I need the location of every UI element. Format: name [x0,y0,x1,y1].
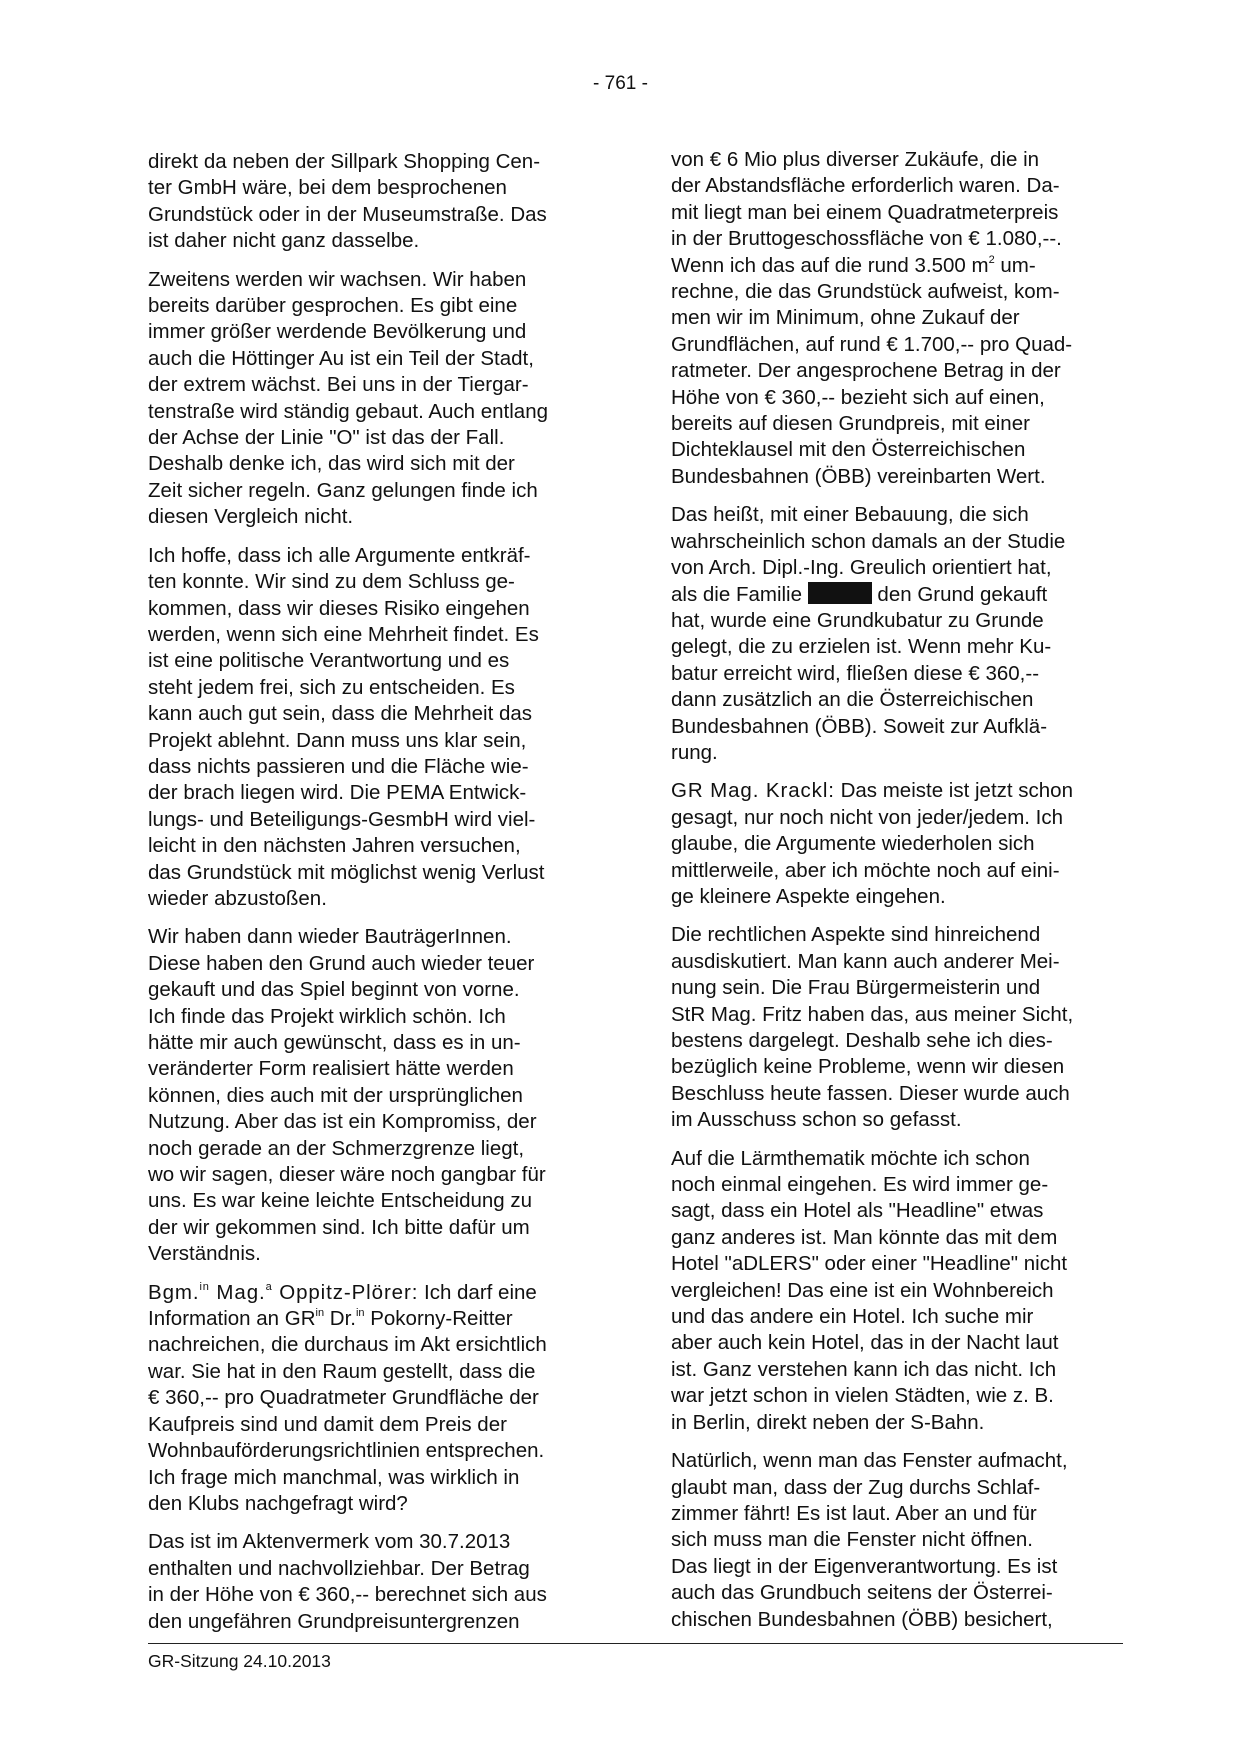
text-line [148,1280,600,1306]
text-line: Projekt ablehnt. Dann muss uns klar sein, [148,728,527,752]
superscript: in [355,1307,365,1320]
text-line: enthalten und nachvollziehbar. Der Betrag [148,1556,530,1580]
paragraph [671,1146,1123,1436]
footer-session-date: GR-Sitzung 24.10.2013 [148,1651,331,1671]
superscript: in [315,1307,325,1320]
text-line: Hotel "aDLERS" oder einer "Headline" nicht [671,1252,1068,1276]
text-line: der wir gekommen sind. Ich bitte dafür um [148,1215,530,1239]
text-line: war jetzt schon in vielen Städten, wie z. B. [671,1384,1054,1408]
text-line: der brach liegen wird. Die PEMA Entwick- [148,781,527,805]
text-line: Das liegt in der Eigenverantwortung. Es ist [671,1554,1058,1578]
text-line: Ich frage mich manchmal, was wirklich in [148,1465,520,1489]
text-line: Das heißt, mit einer Bebauung, die sich [671,503,1029,527]
text-line: Auf die Lärmthematik möchte ich schon [671,1146,1030,1170]
speaker-part: Mag. [209,1280,266,1304]
text-line: von € 6 Mio plus diverser Zukäufe, die in [671,148,1040,171]
text-line: Dichteklausel mit den Österreichischen [671,438,1026,462]
redaction-bar [808,582,872,604]
text-line: diesen Vergleich nicht. [148,505,354,529]
text-line: nung sein. Die Frau Bürgermeisterin und [671,976,1041,1000]
text-line: ter GmbH wäre, bei dem besprochenen [148,176,507,200]
text-line: sagt, dass ein Hotel als "Headline" etwas [671,1199,1044,1223]
text-line: ten konnte. Wir sind zu dem Schluss ge- [148,570,515,594]
text-line: bezüglich keine Probleme, wenn wir diesen [671,1055,1065,1079]
text-line: der Abstandsfläche erforderlich waren. Da- [671,174,1060,198]
text-line: bestens dargelegt. Deshalb sehe ich dies- [671,1029,1053,1052]
text-line: und das andere ein Hotel. Ich suche mir [671,1305,1034,1329]
text-line [671,253,1123,279]
text-line: Wohnbauförderungsrichtlinien entsprechen. [148,1439,545,1463]
text-line: das Grundstück mit möglichst wenig Verlust [148,860,545,884]
speaker-paragraph [148,1280,600,1518]
text-line: auch das Grundbuch seitens der Österrei- [671,1581,1053,1605]
text-fragment: den Grund gekauft [871,582,1048,606]
text-fragment: Das meiste ist jetzt schon [834,779,1073,803]
text-line: rung. [671,740,718,764]
text-line: Ich finde das Projekt wirklich schön. Ich [148,1004,506,1028]
text-line: Zweitens werden wir wachsen. Wir haben [148,267,527,291]
left-column [148,149,600,1647]
superscript: a [265,1280,273,1293]
text-line: Verständnis. [148,1242,261,1266]
paragraph [148,1529,600,1635]
text-line: sich muss man die Fenster nicht öffnen. [671,1528,1033,1552]
text-line: gekauft und das Spiel beginnt von vorne. [148,978,520,1002]
text-line: nachreichen, die durchaus im Akt ersichtlich [148,1333,547,1357]
text-line: Beschluss heute fassen. Dieser wurde auch [671,1081,1070,1105]
text-line: in Berlin, direkt neben der S-Bahn. [671,1410,985,1434]
text-line: ist daher nicht ganz dasselbe. [148,229,420,253]
speaker-name: GR Mag. Krackl: [671,779,835,803]
text-line: uns. Es war keine leichte Entscheidung zu [148,1189,533,1213]
text-line: ratmeter. Der angesprochene Betrag in der [671,359,1061,383]
text-line: der Achse der Linie "O" ist das der Fall. [148,426,505,450]
text-line: Das ist im Aktenvermerk vom 30.7.2013 [148,1530,511,1554]
text-fragment: Wenn ich das auf die rund 3.500 m [671,253,989,277]
text-line: von Arch. Dipl.-Ing. Greulich orientiert hat, [671,556,1052,580]
text-line: ge kleinere Aspekte eingehen. [671,884,946,908]
text-line: vergleichen! Das eine ist ein Wohnbereich [671,1278,1054,1302]
text-line: StR Mag. Fritz haben das, aus meiner Sicht, [671,1002,1074,1026]
text-line: bereits darüber gesprochen. Es gibt eine [148,294,518,318]
paragraph [148,924,600,1267]
text-line: wo wir sagen, dieser wäre noch gangbar für [148,1163,546,1187]
speaker-part: Bgm. [148,1280,200,1304]
text-line: chischen Bundesbahnen (ÖBB) besichert, [671,1607,1053,1631]
text-line [148,1306,600,1332]
text-line: Die rechtlichen Aspekte sind hinreichend [671,923,1041,947]
text-line: Nutzung. Aber das ist ein Kompromiss, der [148,1110,537,1134]
paragraph [671,147,1123,490]
text-fragment: Ich darf eine [418,1280,537,1304]
text-line: ist eine politische Verantwortung und es [148,649,510,673]
text-line: € 360,-- pro Quadratmeter Grundfläche der [148,1386,539,1410]
speaker-part: Oppitz-Plörer: [272,1280,419,1304]
text-line: Grundstück oder in der Museumstraße. Das [148,202,547,226]
paragraph [148,543,600,913]
superscript: 2 [988,253,995,266]
text-line: hat, wurde eine Grundkubatur zu Grunde [671,608,1044,632]
text-line: Bundesbahnen (ÖBB). Soweit zur Aufklä- [671,714,1048,738]
text-line: Natürlich, wenn man das Fenster aufmacht, [671,1449,1068,1473]
text-line: gesagt, nur noch nicht von jeder/jedem. Ich [671,805,1064,829]
text-fragment: Information an GR [148,1307,316,1331]
text-line: bereits auf diesen Grundpreis, mit einer [671,412,1030,436]
text-line: aber auch kein Hotel, das in der Nacht laut [671,1331,1059,1355]
text-line: wieder abzustoßen. [148,886,327,910]
text-line: Deshalb denke ich, das wird sich mit der [148,452,515,476]
text-line: immer größer werdende Bevölkerung und [148,320,527,344]
superscript: in [199,1280,210,1293]
text-line: direkt da neben der Sillpark Shopping Cen- [148,150,541,173]
text-line: noch einmal eingehen. Es wird immer ge- [671,1173,1049,1197]
text-fragment: Pokorny-Reitter [364,1307,513,1331]
text-line: men wir im Minimum, ohne Zukauf der [671,306,1020,330]
text-line: mittlerweile, aber ich möchte noch auf eini- [671,858,1060,882]
text-fragment: um- [994,253,1036,277]
text-line: Ich hoffe, dass ich alle Argumente entkräf- [148,543,531,567]
text-line: Wir haben dann wieder BauträgerInnen. [148,925,512,949]
paragraph [671,1448,1123,1633]
text-line: Grundflächen, auf rund € 1.700,-- pro Quad- [671,332,1073,356]
text-fragment: als die Familie [671,582,808,606]
text-line: kommen, dass wir dieses Risiko eingehen [148,596,530,620]
text-line: war. Sie hat in den Raum gestellt, dass die [148,1359,536,1383]
text-line: auch die Höttinger Au ist ein Teil der Stadt, [148,346,534,370]
text-line: ganz anderes ist. Man könnte das mit dem [671,1225,1058,1249]
text-line: wahrscheinlich schon damals an der Studie [671,529,1066,553]
text-line: können, dies auch mit der ursprünglichen [148,1083,523,1107]
text-line: im Ausschuss schon so gefasst. [671,1108,962,1132]
paragraph [148,149,600,255]
text-line: ist. Ganz verstehen kann ich das nicht. Ich [671,1357,1057,1381]
text-line: batur erreicht wird, fließen diese € 360,-- [671,661,1040,685]
text-line: in der Bruttogeschossfläche von € 1.080,--. [671,227,1062,251]
text-line: ausdiskutiert. Man kann auch anderer Mei- [671,949,1060,973]
text-fragment: Dr. [324,1307,356,1331]
text-line: steht jedem frei, sich zu entscheiden. Es [148,675,515,699]
text-line: Kaufpreis sind und damit dem Preis der [148,1412,507,1436]
text-line: Zeit sicher regeln. Ganz gelungen finde ich [148,478,538,502]
text-line: glaubt man, dass der Zug durchs Schlaf- [671,1475,1041,1499]
text-line: Bundesbahnen (ÖBB) vereinbarten Wert. [671,464,1046,488]
speaker-paragraph [671,778,1123,910]
text-line: hätte mir auch gewünscht, dass es in un- [148,1031,521,1054]
text-line: Diese haben den Grund auch wieder teuer [148,951,535,975]
text-line: Höhe von € 360,-- bezieht sich auf einen, [671,385,1045,409]
text-line: zimmer fährt! Es ist laut. Aber an und für [671,1501,1037,1525]
text-line: leicht in den nächsten Jahren versuchen, [148,834,521,858]
text-line: den Klubs nachgefragt wird? [148,1491,408,1515]
footer-divider [148,1643,1123,1644]
text-line: tenstraße wird ständig gebaut. Auch entlang [148,399,549,423]
text-line: gelegt, die zu erzielen ist. Wenn mehr Ku- [671,635,1052,659]
page-number: - 761 - [593,73,648,94]
speaker-name [148,1281,418,1304]
text-line: veränderter Form realisiert hätte werden [148,1057,514,1081]
text-line: lungs- und Beteiligungs-GesmbH wird viel- [148,807,536,831]
paragraph [671,502,1123,766]
text-line: rechne, die das Grundstück aufweist, kom- [671,280,1060,304]
text-line: glaube, die Argumente wiederholen sich [671,832,1035,856]
text-line [671,778,1123,804]
text-line: der extrem wächst. Bei uns in der Tiergar- [148,373,529,397]
paragraph [148,267,600,531]
text-line: dann zusätzlich an die Österreichischen [671,688,1034,712]
text-line: in der Höhe von € 360,-- berechnet sich aus [148,1583,547,1607]
text-line [671,582,1123,608]
right-column [671,147,1123,1645]
text-line: mit liegt man bei einem Quadratmeterpreis [671,200,1059,224]
text-line: noch gerade an der Schmerzgrenze liegt, [148,1136,525,1160]
text-line: werden, wenn sich eine Mehrheit findet. Es [148,622,539,646]
text-line: kann auch gut sein, dass die Mehrheit das [148,702,533,726]
text-line: dass nichts passieren und die Fläche wie- [148,754,529,778]
paragraph [671,922,1123,1133]
text-line: den ungefähren Grundpreisuntergrenzen [148,1609,520,1633]
